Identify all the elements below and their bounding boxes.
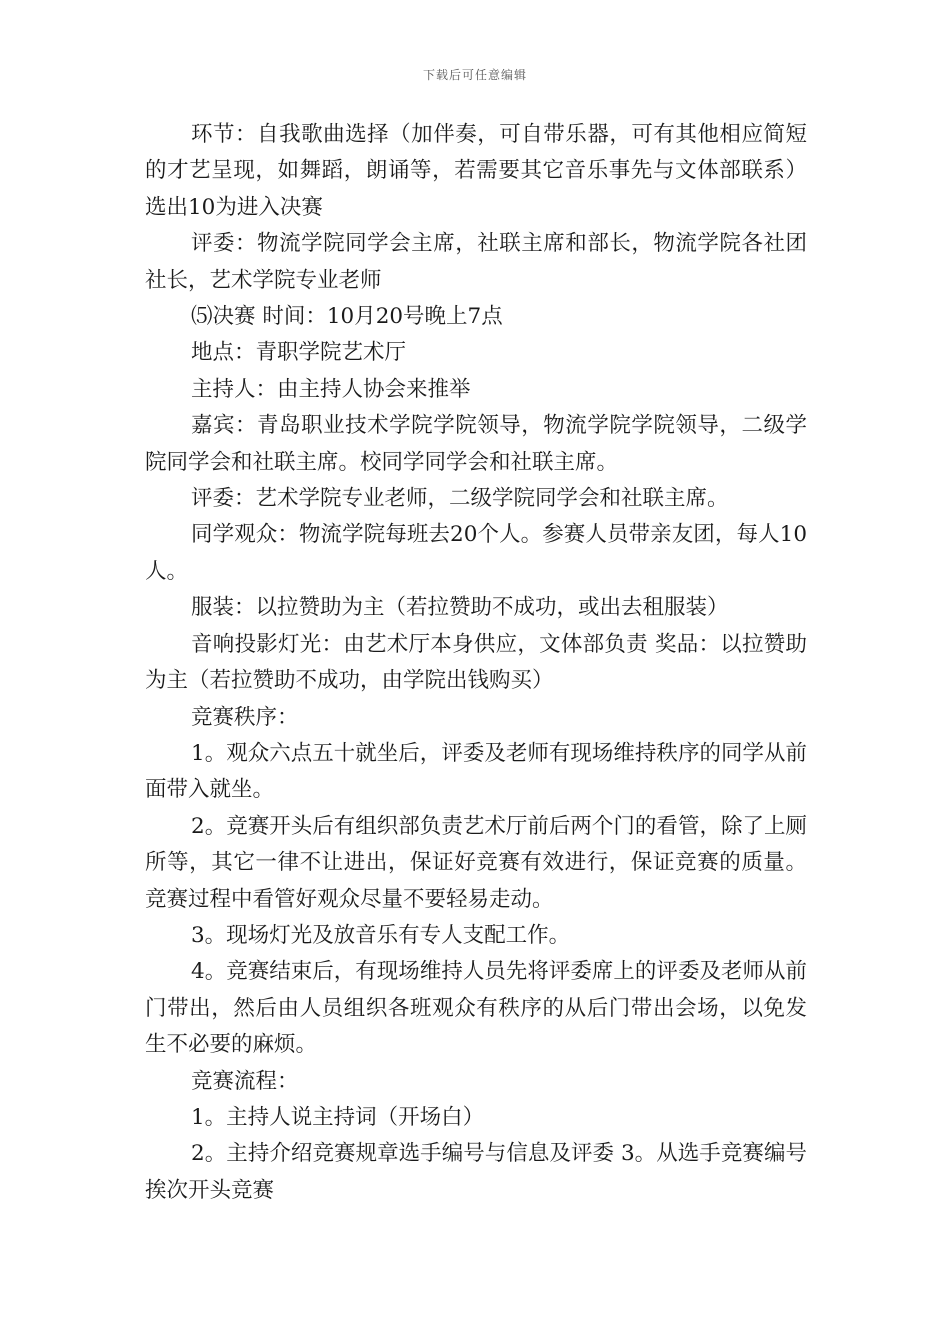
- paragraph-audience: 同学观众：物流学院每班去20个人。参赛人员带亲友团，每人10人。: [145, 522, 807, 584]
- paragraph-flow-1: 1。主持人说主持词（开场白）: [191, 1104, 485, 1130]
- paragraph-order-2: 2。竞赛开头后有组织部负责艺术厅前后两个门的看管，除了上厕所等，其它一律不让进出，保证好竞赛有效进行，保证竞赛的质量。竞赛过程中看管好观众尽量不要轻易走动。: [145, 813, 807, 912]
- paragraph-costume: 服装：以拉赞助为主（若拉赞助不成功，或出去租服装）: [191, 595, 729, 621]
- paragraph-order-3: 3。现场灯光及放音乐有专人支配工作。: [191, 922, 571, 948]
- paragraph-sound-light: 音响投影灯光：由艺术厅本身供应，文体部负责 奖品：以拉赞助为主（若拉赞助不成功，由学院出钱购买）: [145, 631, 807, 694]
- paragraph-judges-prelim: 评委：物流学院同学会主席，社联主席和部长，物流学院各社团社长，艺术学院专业老师: [145, 231, 807, 293]
- document-body: [145, 117, 807, 1209]
- paragraph-flow-2: 2。主持介绍竞赛规章选手编号与信息及评委 3。从选手竞赛编号挨次开头竞赛: [145, 1141, 807, 1203]
- paragraph-venue: 地点：青职学院艺术厅: [191, 340, 407, 366]
- paragraph-final-time: ⑸决赛 时间：10月20号晚上7点: [191, 304, 503, 330]
- page-header: 下载后可任意编辑: [422, 68, 527, 82]
- paragraph-order-heading: 竞赛秩序：: [191, 704, 299, 730]
- paragraph-flow-heading: 竞赛流程：: [191, 1068, 299, 1094]
- paragraph-order-4: 4。竞赛结束后，有现场维持人员先将评委席上的评委及老师从前门带出，然后由人员组织各班观众有秩序的从后门带出会场，以免发生不必要的麻烦。: [145, 959, 807, 1058]
- paragraph-host: 主持人：由主持人协会来推举: [191, 376, 471, 402]
- paragraph-guests: 嘉宾：青岛职业技术学院学院领导，物流学院学院领导，二级学院同学会和社联主席。校同学同学会和社联主席。: [145, 413, 807, 475]
- paragraph-judges-final: 评委：艺术学院专业老师，二级学院同学会和社联主席。: [191, 486, 729, 512]
- paragraph-segment-intro: 环节：自我歌曲选择（加伴奏，可自带乐器，可有其他相应简短的才艺呈现，如舞蹈，朗诵等，若需要其它音乐事先与文体部联系）选出10为进入决赛: [145, 122, 807, 220]
- paragraph-order-1: 1。观众六点五十就坐后，评委及老师有现场维持秩序的同学从前面带入就坐。: [145, 740, 807, 803]
